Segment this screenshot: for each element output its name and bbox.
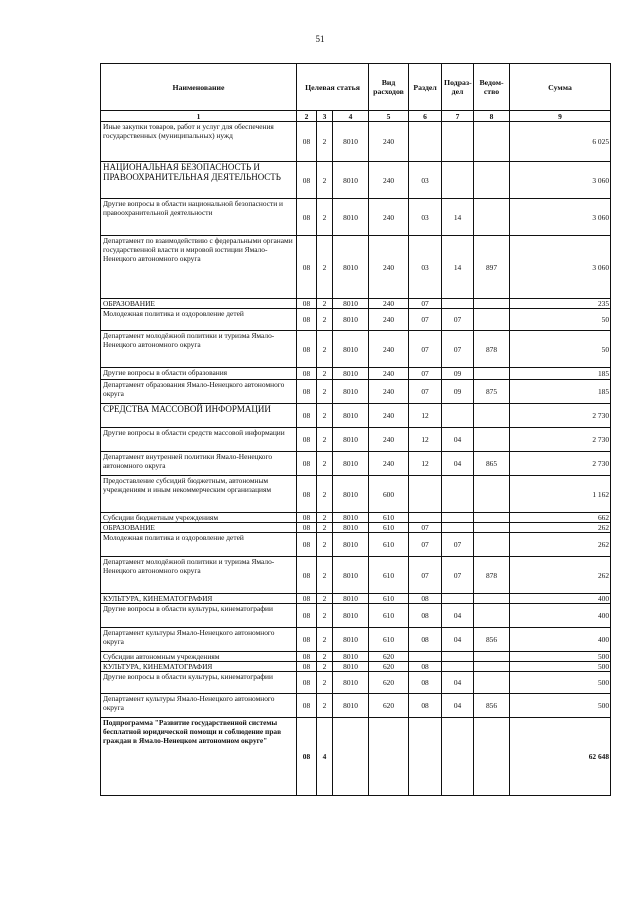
- cell-dept: 856: [474, 628, 510, 652]
- cell-sec: 08: [409, 604, 442, 628]
- cell-dept: [474, 513, 510, 523]
- cell-sub: [442, 594, 474, 604]
- cell-a: 08: [297, 428, 317, 452]
- cell-a: 08: [297, 299, 317, 309]
- cell-sum: 185: [510, 368, 611, 380]
- cell-c: 8010: [333, 236, 369, 299]
- cell-name: Молодежная политика и оздоровление детей: [101, 533, 297, 557]
- cell-c: 8010: [333, 594, 369, 604]
- column-number: 1: [101, 111, 297, 122]
- cell-a: 08: [297, 404, 317, 428]
- cell-sec: 07: [409, 523, 442, 533]
- cell-c: 8010: [333, 694, 369, 718]
- cell-kind: 240: [369, 452, 409, 476]
- cell-dept: [474, 523, 510, 533]
- cell-dept: [474, 404, 510, 428]
- cell-kind: 610: [369, 628, 409, 652]
- cell-c: 8010: [333, 523, 369, 533]
- table-row: [101, 718, 611, 796]
- cell-c: 8010: [333, 652, 369, 662]
- cell-a: 08: [297, 331, 317, 368]
- table-row: [101, 428, 611, 452]
- cell-dept: 878: [474, 331, 510, 368]
- cell-sum: 262: [510, 533, 611, 557]
- cell-sub: 14: [442, 236, 474, 299]
- cell-b: 2: [317, 672, 333, 694]
- cell-b: 2: [317, 604, 333, 628]
- cell-sum: 662: [510, 513, 611, 523]
- cell-c: 8010: [333, 299, 369, 309]
- cell-dept: 865: [474, 452, 510, 476]
- cell-sec: 12: [409, 428, 442, 452]
- table-row: [101, 331, 611, 368]
- cell-sum: 3 060: [510, 236, 611, 299]
- cell-sum: 62 648: [510, 718, 611, 796]
- cell-c: 8010: [333, 476, 369, 513]
- cell-kind: 240: [369, 309, 409, 331]
- header-section: Раздел: [409, 64, 442, 111]
- table-row: [101, 309, 611, 331]
- cell-b: 2: [317, 299, 333, 309]
- cell-sub: 04: [442, 694, 474, 718]
- cell-name: Департамент культуры Ямало-Ненецкого автономного округа: [101, 628, 297, 652]
- cell-c: 8010: [333, 628, 369, 652]
- cell-sec: 08: [409, 662, 442, 672]
- cell-name: Департамент по взаимодействию с федеральными органами государственной власти и мировой юстиции Ямало-Ненецкого автономного округа: [101, 236, 297, 299]
- cell-dept: [474, 428, 510, 452]
- cell-sec: 07: [409, 309, 442, 331]
- table-row: [101, 368, 611, 380]
- column-number: 3: [317, 111, 333, 122]
- cell-name: Департамент образования Ямало-Ненецкого автономного округа: [101, 380, 297, 404]
- cell-sec: 12: [409, 404, 442, 428]
- cell-sum: 235: [510, 299, 611, 309]
- cell-sec: [409, 718, 442, 796]
- cell-sec: 03: [409, 199, 442, 236]
- cell-b: 2: [317, 652, 333, 662]
- cell-a: 08: [297, 662, 317, 672]
- cell-c: 8010: [333, 162, 369, 199]
- cell-kind: [369, 718, 409, 796]
- cell-a: 08: [297, 476, 317, 513]
- cell-sum: 3 060: [510, 162, 611, 199]
- cell-sum: 500: [510, 694, 611, 718]
- cell-sub: [442, 513, 474, 523]
- cell-sec: [409, 122, 442, 162]
- cell-b: 2: [317, 694, 333, 718]
- table-row: [101, 557, 611, 594]
- cell-sum: 2 730: [510, 428, 611, 452]
- cell-dept: [474, 594, 510, 604]
- cell-dept: [474, 199, 510, 236]
- table-row: [101, 672, 611, 694]
- cell-dept: [474, 652, 510, 662]
- cell-sub: 07: [442, 557, 474, 594]
- cell-sum: 262: [510, 557, 611, 594]
- cell-sec: 07: [409, 380, 442, 404]
- column-number: 7: [442, 111, 474, 122]
- cell-c: 8010: [333, 513, 369, 523]
- cell-sum: 400: [510, 604, 611, 628]
- table-row: [101, 604, 611, 628]
- cell-a: 08: [297, 162, 317, 199]
- cell-c: 8010: [333, 533, 369, 557]
- cell-sub: [442, 662, 474, 672]
- cell-b: 2: [317, 331, 333, 368]
- cell-sub: [442, 718, 474, 796]
- cell-dept: [474, 122, 510, 162]
- cell-sub: [442, 523, 474, 533]
- cell-name: Субсидии бюджетным учреждениям: [101, 513, 297, 523]
- cell-name: СРЕДСТВА МАССОВОЙ ИНФОРМАЦИИ: [101, 404, 297, 428]
- cell-sum: 500: [510, 652, 611, 662]
- cell-b: 2: [317, 404, 333, 428]
- cell-c: 8010: [333, 404, 369, 428]
- table-row: [101, 299, 611, 309]
- cell-dept: 856: [474, 694, 510, 718]
- cell-dept: [474, 662, 510, 672]
- cell-c: 8010: [333, 309, 369, 331]
- cell-a: 08: [297, 452, 317, 476]
- cell-kind: 610: [369, 523, 409, 533]
- cell-sub: 09: [442, 380, 474, 404]
- table-row: [101, 199, 611, 236]
- table-row: [101, 162, 611, 199]
- cell-c: 8010: [333, 199, 369, 236]
- cell-c: 8010: [333, 380, 369, 404]
- cell-b: 2: [317, 452, 333, 476]
- table-row: [101, 452, 611, 476]
- cell-kind: 240: [369, 199, 409, 236]
- cell-dept: [474, 368, 510, 380]
- cell-c: 8010: [333, 428, 369, 452]
- cell-dept: [474, 299, 510, 309]
- cell-a: 08: [297, 604, 317, 628]
- cell-kind: 610: [369, 557, 409, 594]
- cell-name: Департамент молодёжной политики и туризма Ямало-Ненецкого автономного округа: [101, 557, 297, 594]
- cell-kind: 240: [369, 368, 409, 380]
- cell-a: 08: [297, 694, 317, 718]
- cell-name: Молодежная политика и оздоровление детей: [101, 309, 297, 331]
- cell-dept: [474, 162, 510, 199]
- cell-c: 8010: [333, 672, 369, 694]
- cell-name: Департамент внутренней политики Ямало-Ненецкого автономного округа: [101, 452, 297, 476]
- cell-kind: 600: [369, 476, 409, 513]
- table-row: [101, 694, 611, 718]
- cell-c: 8010: [333, 557, 369, 594]
- column-number: 9: [510, 111, 611, 122]
- column-number: 5: [369, 111, 409, 122]
- cell-sec: 03: [409, 236, 442, 299]
- cell-dept: [474, 672, 510, 694]
- cell-b: 2: [317, 662, 333, 672]
- cell-sum: 262: [510, 523, 611, 533]
- cell-sub: 04: [442, 428, 474, 452]
- cell-a: 08: [297, 513, 317, 523]
- cell-sub: 04: [442, 604, 474, 628]
- cell-kind: 610: [369, 513, 409, 523]
- cell-sub: 04: [442, 628, 474, 652]
- cell-sec: 03: [409, 162, 442, 199]
- cell-sub: 07: [442, 533, 474, 557]
- cell-sub: 04: [442, 452, 474, 476]
- cell-kind: 620: [369, 694, 409, 718]
- cell-dept: [474, 476, 510, 513]
- cell-sub: [442, 162, 474, 199]
- cell-sec: 08: [409, 628, 442, 652]
- cell-kind: 240: [369, 331, 409, 368]
- cell-sec: [409, 476, 442, 513]
- cell-kind: 240: [369, 122, 409, 162]
- header-sum: Сумма: [510, 64, 611, 111]
- table-row: [101, 513, 611, 523]
- cell-a: 08: [297, 122, 317, 162]
- cell-kind: 240: [369, 404, 409, 428]
- cell-dept: [474, 718, 510, 796]
- table-row: [101, 404, 611, 428]
- cell-name: Иные закупки товаров, работ и услуг для обеспечения государственных (муниципальных) нужд: [101, 122, 297, 162]
- cell-sec: 08: [409, 672, 442, 694]
- column-number: 4: [333, 111, 369, 122]
- cell-b: 2: [317, 309, 333, 331]
- cell-kind: 240: [369, 299, 409, 309]
- cell-a: 08: [297, 380, 317, 404]
- cell-a: 08: [297, 533, 317, 557]
- cell-sum: 50: [510, 309, 611, 331]
- header-dept: Ведом-ство: [474, 64, 510, 111]
- cell-name: КУЛЬТУРА, КИНЕМАТОГРАФИЯ: [101, 594, 297, 604]
- table-row: [101, 523, 611, 533]
- column-number: 2: [297, 111, 317, 122]
- cell-b: 2: [317, 594, 333, 604]
- cell-a: 08: [297, 368, 317, 380]
- cell-sum: 50: [510, 331, 611, 368]
- cell-b: 2: [317, 380, 333, 404]
- cell-sec: 07: [409, 557, 442, 594]
- cell-sec: 07: [409, 331, 442, 368]
- cell-kind: 610: [369, 533, 409, 557]
- table-row: [101, 662, 611, 672]
- cell-sub: 07: [442, 309, 474, 331]
- cell-sum: 2 730: [510, 452, 611, 476]
- cell-c: 8010: [333, 331, 369, 368]
- cell-b: 2: [317, 557, 333, 594]
- cell-dept: [474, 309, 510, 331]
- cell-name: Подпрограмма "Развитие государственной системы бесплатной юридической помощи и соблюдение прав граждан в Ямало-Ненецком автономном округе": [101, 718, 297, 796]
- cell-name: Другие вопросы в области культуры, кинематографии: [101, 604, 297, 628]
- cell-b: 2: [317, 513, 333, 523]
- cell-b: 2: [317, 533, 333, 557]
- cell-name: Субсидии автономным учреждениям: [101, 652, 297, 662]
- cell-kind: 240: [369, 380, 409, 404]
- cell-a: 08: [297, 628, 317, 652]
- table-row: [101, 380, 611, 404]
- table-row: [101, 236, 611, 299]
- table-row: [101, 533, 611, 557]
- page-number: 51: [315, 34, 325, 44]
- cell-a: 08: [297, 199, 317, 236]
- cell-sec: 12: [409, 452, 442, 476]
- cell-b: 2: [317, 523, 333, 533]
- cell-c: 8010: [333, 368, 369, 380]
- cell-name: Департамент молодёжной политики и туризма Ямало-Ненецкого автономного округа: [101, 331, 297, 368]
- cell-sec: [409, 513, 442, 523]
- cell-sum: 6 025: [510, 122, 611, 162]
- cell-name: Другие вопросы в области культуры, кинематографии: [101, 672, 297, 694]
- cell-b: 2: [317, 628, 333, 652]
- column-number: 6: [409, 111, 442, 122]
- cell-sum: 500: [510, 672, 611, 694]
- cell-a: 08: [297, 652, 317, 662]
- cell-kind: 610: [369, 604, 409, 628]
- cell-a: 08: [297, 309, 317, 331]
- cell-name: НАЦИОНАЛЬНАЯ БЕЗОПАСНОСТЬ И ПРАВООХРАНИТЕЛЬНАЯ ДЕЯТЕЛЬНОСТЬ: [101, 162, 297, 199]
- cell-sub: 04: [442, 672, 474, 694]
- cell-kind: 240: [369, 428, 409, 452]
- cell-kind: 620: [369, 672, 409, 694]
- table-row: [101, 594, 611, 604]
- cell-a: 08: [297, 594, 317, 604]
- cell-sec: 07: [409, 533, 442, 557]
- cell-c: 8010: [333, 604, 369, 628]
- cell-sub: [442, 299, 474, 309]
- cell-name: Другие вопросы в области образования: [101, 368, 297, 380]
- table-row: [101, 122, 611, 162]
- cell-name: Предоставление субсидий бюджетным, автономным учреждениям и иным некоммерческим организациям: [101, 476, 297, 513]
- cell-kind: 620: [369, 662, 409, 672]
- cell-sum: 3 060: [510, 199, 611, 236]
- cell-b: 4: [317, 718, 333, 796]
- cell-sub: 09: [442, 368, 474, 380]
- cell-sub: [442, 122, 474, 162]
- cell-c: [333, 718, 369, 796]
- cell-c: 8010: [333, 452, 369, 476]
- cell-dept: 897: [474, 236, 510, 299]
- cell-a: 08: [297, 523, 317, 533]
- cell-name: ОБРАЗОВАНИЕ: [101, 523, 297, 533]
- cell-a: 08: [297, 557, 317, 594]
- cell-sec: 08: [409, 594, 442, 604]
- cell-dept: [474, 604, 510, 628]
- cell-sum: 2 730: [510, 404, 611, 428]
- cell-b: 2: [317, 476, 333, 513]
- cell-sec: 07: [409, 299, 442, 309]
- cell-kind: 240: [369, 162, 409, 199]
- cell-sec: 07: [409, 368, 442, 380]
- header-subsection: Подраз-дел: [442, 64, 474, 111]
- expenditure-table: [100, 63, 611, 796]
- cell-b: 2: [317, 236, 333, 299]
- cell-b: 2: [317, 428, 333, 452]
- cell-sum: 185: [510, 380, 611, 404]
- cell-name: ОБРАЗОВАНИЕ: [101, 299, 297, 309]
- column-number: 8: [474, 111, 510, 122]
- cell-sum: 500: [510, 662, 611, 672]
- header-name: Наименование: [101, 64, 297, 111]
- table-row: [101, 476, 611, 513]
- cell-sub: [442, 404, 474, 428]
- cell-sub: [442, 476, 474, 513]
- cell-sub: [442, 652, 474, 662]
- cell-b: 2: [317, 122, 333, 162]
- table-row: [101, 652, 611, 662]
- cell-b: 2: [317, 199, 333, 236]
- cell-kind: 610: [369, 594, 409, 604]
- cell-sub: 07: [442, 331, 474, 368]
- cell-a: 08: [297, 672, 317, 694]
- cell-kind: 240: [369, 236, 409, 299]
- cell-b: 2: [317, 368, 333, 380]
- cell-dept: 875: [474, 380, 510, 404]
- cell-c: 8010: [333, 122, 369, 162]
- cell-b: 2: [317, 162, 333, 199]
- cell-a: 08: [297, 718, 317, 796]
- cell-c: 8010: [333, 662, 369, 672]
- header-target: Целевая статья: [297, 64, 369, 111]
- cell-name: Другие вопросы в области национальной безопасности и правоохранительной деятельности: [101, 199, 297, 236]
- cell-sum: 400: [510, 594, 611, 604]
- cell-dept: 878: [474, 557, 510, 594]
- header-kind: Вид расходов: [369, 64, 409, 111]
- cell-sec: 08: [409, 694, 442, 718]
- cell-sum: 1 162: [510, 476, 611, 513]
- cell-a: 08: [297, 236, 317, 299]
- cell-name: КУЛЬТУРА, КИНЕМАТОГРАФИЯ: [101, 662, 297, 672]
- table-row: [101, 628, 611, 652]
- cell-sum: 400: [510, 628, 611, 652]
- cell-name: Другие вопросы в области средств массовой информации: [101, 428, 297, 452]
- cell-sec: [409, 652, 442, 662]
- cell-name: Департамент культуры Ямало-Ненецкого автономного округа: [101, 694, 297, 718]
- cell-sub: 14: [442, 199, 474, 236]
- cell-kind: 620: [369, 652, 409, 662]
- cell-dept: [474, 533, 510, 557]
